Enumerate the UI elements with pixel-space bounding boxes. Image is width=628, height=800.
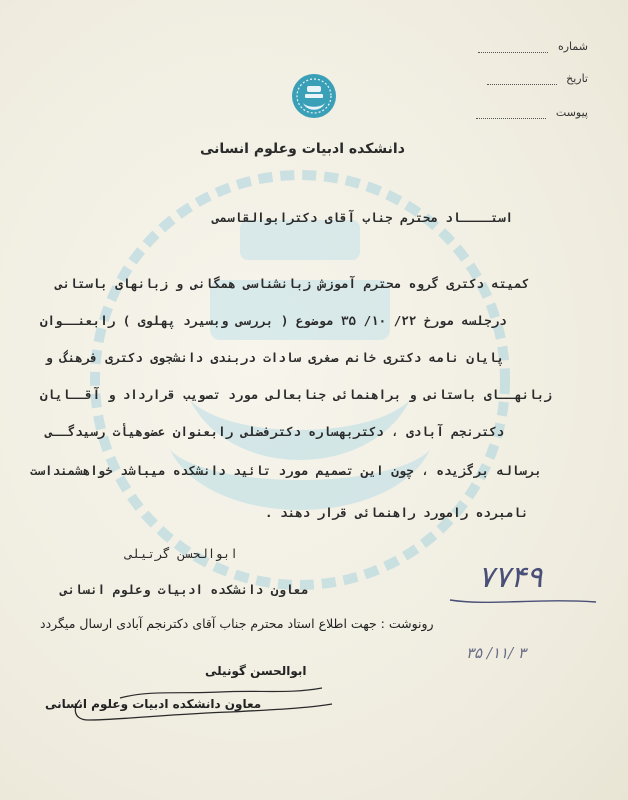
cc-note: رونوشت : جهت اطلاع استاد محترم جناب آقای دکترنجم آبادی ارسال میگردد bbox=[40, 616, 434, 631]
body-line-1: کمیته دکتری گروه محترم آموزش زبانشناسی همگانی و زبانهای باستانی bbox=[55, 276, 530, 291]
footer-signatory-name: ابوالحسن گونیلی bbox=[205, 664, 307, 678]
date-label: تاریخ bbox=[566, 72, 588, 85]
attachment-field bbox=[478, 106, 588, 119]
body-line-6: برساله برگزیده ، چون این تصمیم مورد تائید دانشکده میباشد خواهشمنداست bbox=[30, 463, 542, 478]
signatory-name: ابوالحسن گرتیلی bbox=[125, 546, 238, 561]
number-field bbox=[478, 40, 588, 53]
date-dotted-line bbox=[487, 84, 557, 85]
handwritten-number: ۷۷۴۹ bbox=[478, 560, 543, 595]
date-field bbox=[478, 72, 588, 85]
signatory-title: معاون دانشکده ادبیات وعلوم انسانی bbox=[60, 582, 309, 597]
body-line-4: زبانهــای باستانی و براهنمائی جنابعالی مورد تصویب قرارداد و آقــایان bbox=[40, 387, 552, 402]
number-underline bbox=[448, 596, 598, 608]
body-line-2: درجلسه مورخ ۲۲/ ۱۰/ ۳۵ موضوع ( بررسی وبسیرد پهلوی ) رابعنــوان bbox=[40, 313, 507, 328]
attachment-dotted-line bbox=[476, 118, 546, 119]
salutation: استــــاد محترم جناب آقای دکترابوالقاسمی bbox=[212, 210, 514, 225]
footer-signatory-title: معاون دانشکده ادبیات وعلوم انسانی bbox=[45, 697, 262, 711]
body-line-5: دکترنجم آبادی ، دکتربهساره دکترفضلی رابعنوان عضوهیأت رسیدگــی bbox=[45, 424, 505, 439]
faculty-title: دانشکده ادبیات وعلوم انسانی bbox=[200, 141, 405, 157]
attachment-label: پیوست bbox=[555, 106, 588, 119]
body-line-3: پایان نامه دکتری خانم صغری سادات دربندی دانشجوی دکتری فرهنگ و bbox=[45, 350, 505, 365]
body-line-7: نامبرده رامورد راهنمائی قرار دهند . bbox=[265, 505, 529, 520]
number-dotted-line bbox=[478, 52, 548, 53]
handwritten-date: ۳ /۱۱/ ۳۵ bbox=[466, 644, 526, 662]
university-logo bbox=[289, 68, 339, 128]
number-label: شماره bbox=[557, 40, 588, 53]
